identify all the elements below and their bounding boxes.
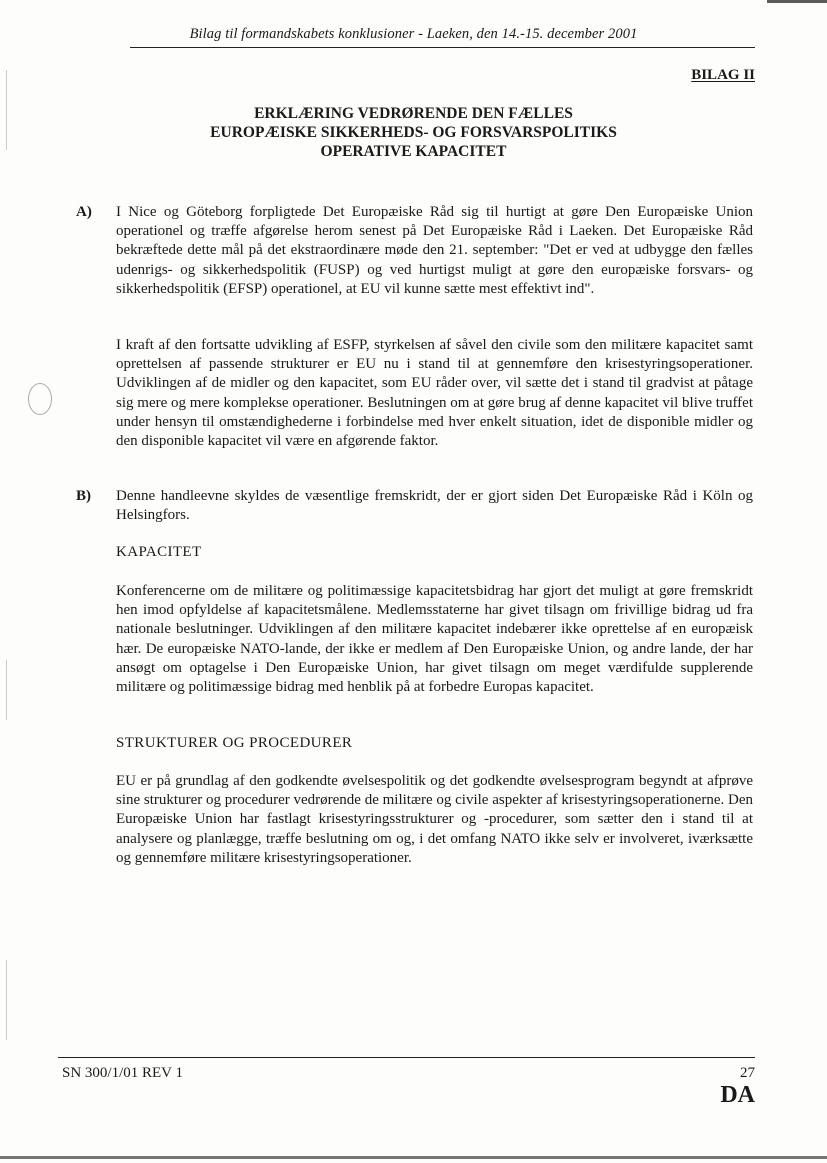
section-mark-a: A) — [76, 204, 92, 220]
section-mark-b: B) — [76, 488, 91, 504]
heading-strukturer: STRUKTURER OG PROCEDURER — [116, 735, 353, 751]
heading-kapacitet: KAPACITET — [116, 544, 202, 560]
section-b-paragraph-1: Denne handleevne skyldes de væsentlige fremskridt, der er gjort siden Det Europæiske Råd i Köln og Helsingfors. — [116, 488, 753, 524]
page-number: 27 — [740, 1065, 755, 1081]
section-a-paragraph-2: I kraft af den fortsatte udvikling af ESFP, styrkelsen af såvel den civile som den militære kapacitet samt oprettelsen af passende strukturer er EU nu i stand til at gennemføre den krisestyringsoperationer. Udviklingen af de midler og den kapacitet, som EU råder over, vil sætte det i stand til gradvist at påtage sig mere og mere komplekse operationer. Beslutningen om at gøre brug af denne kapacitet vil blive truffet under hensyn til omstændighederne i forbindelse med hver enkelt situation, idet de disponible midler og den disponible kapacitet vil være en afgørende faktor. — [116, 337, 753, 450]
annex-label: BILAG II — [691, 67, 755, 83]
scan-artifact-top — [767, 0, 827, 3]
title-line-1: ERKLÆRING VEDRØRENDE DEN FÆLLES — [254, 105, 573, 122]
footer-rule — [58, 1057, 755, 1058]
document-reference: SN 300/1/01 REV 1 — [62, 1065, 183, 1081]
running-header: Bilag til formandskabets konklusioner - Laeken, den 14.-15. december 2001 — [189, 26, 638, 42]
section-b-paragraph-3: EU er på grundlag af den godkendte øvelsespolitik og det godkendte øvelsesprogram begyndt at afprøve sine strukturer og procedurer vedrørende de militære og civile aspekter af krisestyringsoperationerne. Den Europæiske Union har fastlagt krisestyringsstrukturer og -procedurer, som sætter den i stand til at analysere og planlægge, træffe beslutning om og, i det omfang NATO ikke selv er involveret, iværksætte og gennemføre militære krisestyringsoperationer. — [116, 773, 753, 866]
punch-hole-mark — [28, 383, 52, 415]
scan-edge-line — [6, 960, 7, 1040]
language-code: DA — [720, 1082, 755, 1108]
section-a-paragraph-1: I Nice og Göteborg forpligtede Det Europæiske Råd sig til hurtigt at gøre Den Europæiske Union operationel og træffe afgørelse herom senest på Det Europæiske Råd i Laeken. Det Europæiske Råd bekræftede dette mål på det ekstraordinære møde den 21. september: "Det er ved at udbygge den fælles udenrigs- og sikkerhedspolitik (FUSP) og ved hurtigst muligt at gøre den europæiske forsvars- og sikkerhedspolitik (EFSP) operationel, at EU vil kunne sætte mest effektivt ind". — [116, 204, 753, 297]
document-title — [0, 104, 827, 161]
title-line-3: OPERATIVE KAPACITET — [320, 143, 507, 160]
title-line-2: EUROPÆISKE SIKKERHEDS- OG FORSVARSPOLITIKS — [210, 124, 617, 141]
scan-artifact-bottom — [0, 1156, 827, 1159]
scan-edge-line — [6, 660, 7, 720]
section-b-paragraph-2: Konferencerne om de militære og politimæssige kapacitetsbidrag har gjort det muligt at gøre fremskridt hen imod opfyldelse af kapacitetsmålene. Medlemsstaterne har givet tilsagn om frivillige bidrag ud fra nationale beslutninger. Udviklingen af den militære kapacitet indebærer ikke oprettelse af en europæisk hær. De europæiske NATO-lande, der ikke er medlem af Den Europæiske Union, og andre lande, der har ansøgt om optagelse i Den Europæiske Union, har givet tilsagn om meget værdifulde supplerende militære og politimæssige bidrag med henblik på at forbedre Europas kapacitet. — [116, 583, 753, 696]
header-rule — [130, 47, 755, 48]
